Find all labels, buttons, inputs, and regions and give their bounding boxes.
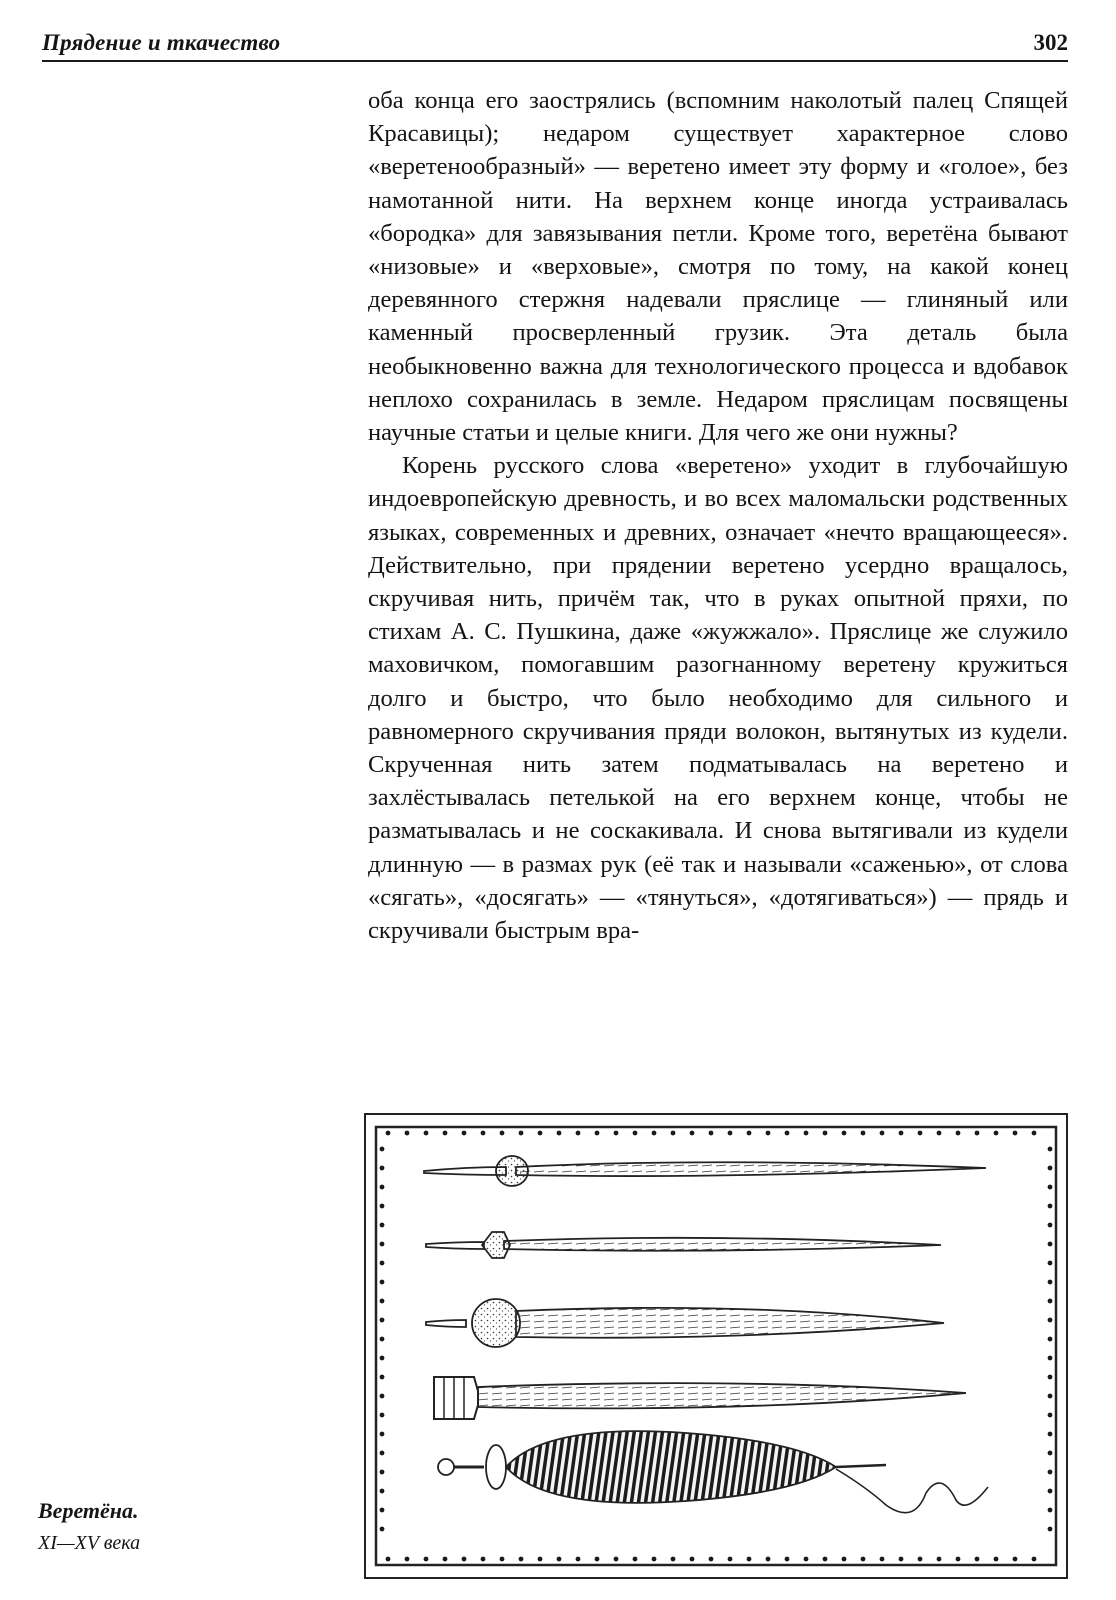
frame-dot (1048, 1261, 1053, 1266)
caption-title: Веретёна. (38, 1498, 139, 1523)
frame-dot (823, 1131, 828, 1136)
frame-dot (380, 1527, 385, 1532)
frame-dot (994, 1131, 999, 1136)
frame-dot (880, 1557, 885, 1562)
frame-dot (861, 1131, 866, 1136)
frame-dot (380, 1261, 385, 1266)
frame-dot (1048, 1489, 1053, 1494)
frame-dot (1048, 1356, 1053, 1361)
page-number: 302 (1033, 30, 1068, 55)
frame-dot (1048, 1394, 1053, 1399)
frame-dot (405, 1557, 410, 1562)
frame-dot (380, 1470, 385, 1475)
frame-dot (380, 1166, 385, 1171)
frame-dot (614, 1131, 619, 1136)
frame-dot (937, 1557, 942, 1562)
frame-dot (880, 1131, 885, 1136)
running-title: Прядение и ткачество (42, 30, 281, 55)
frame-dot (1032, 1557, 1037, 1562)
frame-dot (462, 1131, 467, 1136)
frame-dot (500, 1557, 505, 1562)
frame-dot (690, 1557, 695, 1562)
frame-dot (1048, 1527, 1053, 1532)
frame-dot (576, 1131, 581, 1136)
frame-dot (842, 1557, 847, 1562)
frame-dot (652, 1557, 657, 1562)
frame-dot (899, 1557, 904, 1562)
frame-dot (424, 1131, 429, 1136)
frame-dot (1048, 1413, 1053, 1418)
spindle-1 (426, 1469, 428, 1470)
frame-dot (804, 1557, 809, 1562)
frame-dot (538, 1131, 543, 1136)
spindles-drawing (366, 1115, 1066, 1577)
frame-dot (380, 1185, 385, 1190)
frame-dot (380, 1280, 385, 1285)
frame-dot (1013, 1557, 1018, 1562)
frame-dot (380, 1489, 385, 1494)
frame-dot (380, 1242, 385, 1247)
frame-dot (747, 1557, 752, 1562)
frame-dot (956, 1557, 961, 1562)
frame-dot (709, 1557, 714, 1562)
frame-dot (380, 1299, 385, 1304)
spindles-illustration (364, 1113, 1068, 1579)
frame-dot (766, 1131, 771, 1136)
frame-dot (481, 1557, 486, 1562)
frame-dot (380, 1508, 385, 1513)
frame-dot (1032, 1131, 1037, 1136)
body-text (368, 84, 1068, 947)
page-header (42, 26, 1068, 62)
frame-dot (785, 1131, 790, 1136)
frame-dot (937, 1131, 942, 1136)
frame-dot (1048, 1508, 1053, 1513)
frame-dot (956, 1131, 961, 1136)
spindle-4-shape (434, 1377, 966, 1419)
frame-dot (614, 1557, 619, 1562)
frame-dot (1048, 1280, 1053, 1285)
frame-dot (380, 1318, 385, 1323)
caption-period: XI—XV века (38, 1532, 141, 1554)
frame-dot (1048, 1337, 1053, 1342)
paragraph: Корень русского слова «веретено» уходит в глубочайшую индоевропейскую древность, и во всех маломальски родственных языках, современных и древних, означает «нечто вращающееся». Действительно, при прядении веретено усердно вращалось, скручивая нить, причём так, что в руках опытной пряхи, по стихам А. С. Пушкина, даже «жужжало». Пряслице же служило маховичком, помогавшим разогнанному веретену кружиться долго и быстро, что было необходимо для сильного и равномерного скручивания пряди волокон, вытянутых из кудели. Скрученная нить затем подматывалась на веретено и захлёстывалась петелькой на его верхнем конце, чтобы не разматывалась и не соскакивала. И снова вытягивали из кудели длинную — в размах рук (её так и называли «саженью», от слова «сягать», «досягать» — «тянуться», «дотягиваться») — прядь и скручивали быстрым вра- (368, 452, 1068, 945)
frame-dot (519, 1557, 524, 1562)
frame-dot (557, 1557, 562, 1562)
frame-dot (405, 1131, 410, 1136)
frame-dot (690, 1131, 695, 1136)
frame-dot (1048, 1147, 1053, 1152)
inner-frame (376, 1127, 1056, 1565)
spindle-5-shape (438, 1431, 988, 1513)
frame-dot (380, 1451, 385, 1456)
frame-dot (785, 1557, 790, 1562)
frame-dot (443, 1557, 448, 1562)
frame-dot (671, 1131, 676, 1136)
frame-dot (899, 1131, 904, 1136)
frame-dot (380, 1394, 385, 1399)
frame-dot (462, 1557, 467, 1562)
frame-dot (1048, 1223, 1053, 1228)
frame-dot (380, 1413, 385, 1418)
frame-dot (766, 1557, 771, 1562)
frame-dot (823, 1557, 828, 1562)
frame-dot (380, 1147, 385, 1152)
frame-dot (918, 1131, 923, 1136)
frame-dot (1013, 1131, 1018, 1136)
frame-dot (595, 1557, 600, 1562)
frame-dot (1048, 1318, 1053, 1323)
frame-dot (633, 1557, 638, 1562)
frame-dot (633, 1131, 638, 1136)
frame-dot (671, 1557, 676, 1562)
frame-dot (386, 1557, 391, 1562)
frame-dot (576, 1557, 581, 1562)
frame-dot (1048, 1470, 1053, 1475)
frame-dot (1048, 1166, 1053, 1171)
spindle-1-shape (424, 1156, 986, 1186)
frame-dot (538, 1557, 543, 1562)
frame-dot (842, 1131, 847, 1136)
frame-dot (443, 1131, 448, 1136)
frame-dot (380, 1204, 385, 1209)
spindle-3-shape (426, 1299, 944, 1347)
frame-dot (1048, 1432, 1053, 1437)
frame-dot (1048, 1451, 1053, 1456)
frame-dot (1048, 1299, 1053, 1304)
figure-caption (38, 1495, 338, 1559)
frame-dot (557, 1131, 562, 1136)
frame-dot (728, 1557, 733, 1562)
frame-dot (380, 1375, 385, 1380)
frame-dot (380, 1356, 385, 1361)
spindle-2-shape (426, 1232, 941, 1258)
frame-dot (1048, 1185, 1053, 1190)
frame-dot (386, 1131, 391, 1136)
frame-dot (975, 1131, 980, 1136)
frame-dot (380, 1337, 385, 1342)
frame-dot (481, 1131, 486, 1136)
frame-dot (1048, 1204, 1053, 1209)
frame-dot (975, 1557, 980, 1562)
frame-dot (1048, 1375, 1053, 1380)
frame-dot (1048, 1242, 1053, 1247)
frame-dot (918, 1557, 923, 1562)
paragraph: оба конца его заострялись (вспомним наколотый палец Спящей Красавицы); недаром существует характерное слово «веретенообразный» — веретено имеет эту форму и «голое», без намотанной нити. На верхнем конце иногда устраивалась «бородка» для завязывания петли. Кроме того, веретёна бывают «низовые» и «верховые», смотря по тому, на какой конец деревянного стержня надевали пряслице — глиняный или каменный просверленный грузик. Эта деталь была необыкновенно важна для технологического процесса и вдобавок неплохо сохранилась в земле. Недаром пряслицам посвящены научные статьи и целые книги. Для чего же они нужны? (368, 87, 1068, 447)
frame-dot (595, 1131, 600, 1136)
frame-dot (652, 1131, 657, 1136)
frame-dot (500, 1131, 505, 1136)
frame-dot (747, 1131, 752, 1136)
frame-dot (380, 1432, 385, 1437)
frame-dot (709, 1131, 714, 1136)
frame-dot (728, 1131, 733, 1136)
frame-dot (519, 1131, 524, 1136)
frame-dot (380, 1223, 385, 1228)
frame-dot (804, 1131, 809, 1136)
frame-dot (424, 1557, 429, 1562)
frame-dot (861, 1557, 866, 1562)
frame-dot (994, 1557, 999, 1562)
